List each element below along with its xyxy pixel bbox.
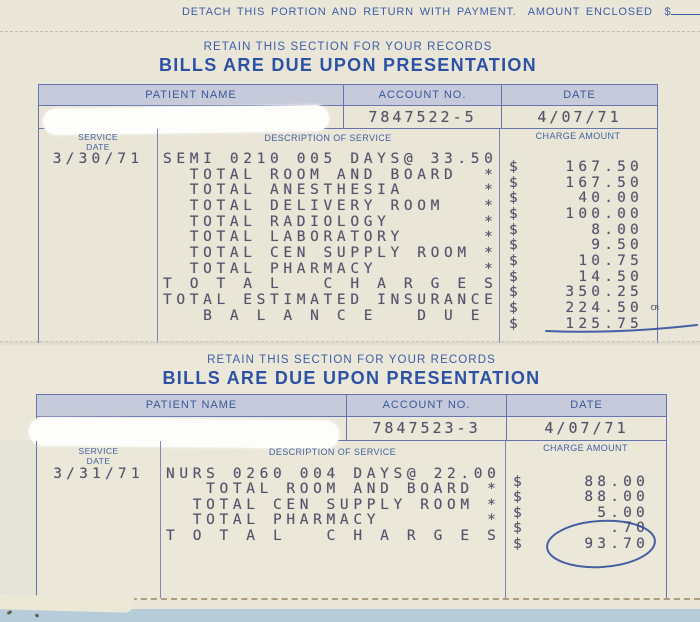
dollar-sign: $ xyxy=(509,221,518,238)
bill-table-2 xyxy=(36,394,667,598)
description-header: DESCRIPTION OF SERVICE xyxy=(264,133,392,143)
dollar-sign: $ xyxy=(509,268,518,285)
service-description: TOTAL CEN SUPPLY ROOM * xyxy=(166,496,501,513)
bill-table-1 xyxy=(38,84,658,343)
detach-text: DETACH THIS PORTION AND RETURN WITH PAYMENT. AMOUNT ENCLOSED $ xyxy=(182,6,672,18)
header-patient-name: PATIENT NAME xyxy=(145,399,238,411)
amount-value: 224.50 xyxy=(565,300,643,317)
service-date-header xyxy=(39,132,157,152)
retain-note-1: RETAIN THIS SECTION FOR YOUR RECORDS xyxy=(203,41,493,53)
date-label: DATE xyxy=(86,142,110,152)
account-no-value: 7847522-5 xyxy=(343,106,501,128)
amount-value: 8.00 xyxy=(591,221,643,238)
charge-amount-header: CHARGE AMOUNT xyxy=(543,443,628,453)
dollar-sign: $ xyxy=(509,300,518,317)
service-description: T O T A L C H A R G E S xyxy=(166,527,501,544)
dollar-sign: $ xyxy=(513,473,522,490)
service-label: SERVICE xyxy=(78,446,119,456)
date-value: 4/07/71 xyxy=(501,106,657,128)
amount-value: 167.50 xyxy=(565,174,643,191)
patient-value-row xyxy=(38,106,658,129)
amount-value: 100.00 xyxy=(565,205,643,222)
patient-header-row xyxy=(36,394,667,417)
header-account-no: ACCOUNT NO. xyxy=(346,395,506,416)
patient-header-row xyxy=(38,84,658,106)
dollar-sign: $ xyxy=(513,504,522,521)
header-account-no: ACCOUNT NO. xyxy=(343,85,501,105)
retain-note-2: RETAIN THIS SECTION FOR YOUR RECORDS xyxy=(207,354,496,366)
amount-value: 10.75 xyxy=(578,252,643,269)
description-header: DESCRIPTION OF SERVICE xyxy=(268,447,397,457)
service-description: TOTAL RADIOLOGY * xyxy=(163,213,498,230)
service-description: TOTAL PHARMACY * xyxy=(163,260,498,277)
service-description: B A L A N C E D U E xyxy=(163,307,485,324)
patient-name-cell xyxy=(37,417,346,440)
amount-value: 40.00 xyxy=(578,190,643,207)
date-value: 4/07/71 xyxy=(506,417,666,440)
amount-value: 93.70 xyxy=(584,535,649,552)
service-date-header xyxy=(37,446,160,466)
service-date-value: 3/30/71 xyxy=(52,150,144,167)
amount-value: 167.50 xyxy=(565,158,643,175)
service-description: TOTAL ANESTHESIA * xyxy=(163,182,498,199)
service-description: TOTAL ROOM AND BOARD * xyxy=(163,166,498,183)
service-date-value: 3/31/71 xyxy=(53,465,144,482)
service-description: TOTAL CEN SUPPLY ROOM * xyxy=(163,244,498,261)
perforation-line-middle xyxy=(0,341,700,346)
header-patient-name: PATIENT NAME xyxy=(145,89,237,101)
dollar-sign: $ xyxy=(509,284,518,301)
header-date: DATE xyxy=(506,395,666,416)
service-description: TOTAL DELIVERY ROOM * xyxy=(163,197,498,214)
amount-value: 5.00 xyxy=(597,504,649,521)
service-label: SERVICE xyxy=(78,132,118,142)
amount-value: 350.25 xyxy=(565,284,643,301)
dollar-sign: $ xyxy=(509,252,518,269)
service-description: TOTAL PHARMACY * xyxy=(166,512,501,529)
dollar-sign: $ xyxy=(513,489,522,506)
header-date: DATE xyxy=(501,85,657,105)
date-label: DATE xyxy=(86,456,111,466)
dollar-sign: $ xyxy=(513,520,522,537)
amount-value: 14.50 xyxy=(578,268,643,285)
detach-instruction xyxy=(182,4,700,18)
account-no-value: 7847523-3 xyxy=(346,417,506,440)
dollar-sign: $ xyxy=(509,190,518,207)
patient-name-cell xyxy=(39,106,343,128)
amount-value: .70 xyxy=(610,520,649,537)
service-description: TOTAL ROOM AND BOARD * xyxy=(166,481,501,498)
total-charges-row xyxy=(37,527,666,552)
bill-title-2: BILLS ARE DUE UPON PRESENTATION xyxy=(162,368,541,388)
dollar-sign: $ xyxy=(509,158,518,175)
dollar-sign: $ xyxy=(513,535,522,552)
dollar-sign: $ xyxy=(509,237,518,254)
charges-body-1 xyxy=(38,129,658,343)
amount-value: 88.00 xyxy=(584,473,649,490)
service-description: TOTAL LABORATORY * xyxy=(163,229,498,246)
amount-value: 9.50 xyxy=(591,237,643,254)
charge-rows-1 xyxy=(39,150,659,332)
bill-title-1: BILLS ARE DUE UPON PRESENTATION xyxy=(159,55,537,75)
perforation-line-top xyxy=(0,31,700,32)
dollar-sign: $ xyxy=(509,315,518,332)
service-description: SEMI 0210 005 DAYS@ 33.50 xyxy=(163,150,498,167)
charge-amount-header: CHARGE AMOUNT xyxy=(535,131,621,141)
patient-value-row xyxy=(36,417,667,441)
charges-body-2 xyxy=(36,441,667,598)
service-description: T O T A L C H A R G E S xyxy=(163,276,498,293)
dollar-sign: $ xyxy=(509,205,518,222)
amount-value: 125.75 xyxy=(565,315,643,332)
amount-value: 88.00 xyxy=(584,489,649,506)
dollar-sign: $ xyxy=(509,174,518,191)
service-description: TOTAL ESTIMATED INSURANCE xyxy=(163,292,498,309)
credit-mark: CR xyxy=(650,304,659,313)
amount-enclosed-blank xyxy=(671,4,700,15)
paper-slip2-left-shade xyxy=(0,440,36,600)
charge-rows-2 xyxy=(37,465,666,552)
service-description: NURS 0260 004 DAYS@ 22.00 xyxy=(166,465,501,482)
